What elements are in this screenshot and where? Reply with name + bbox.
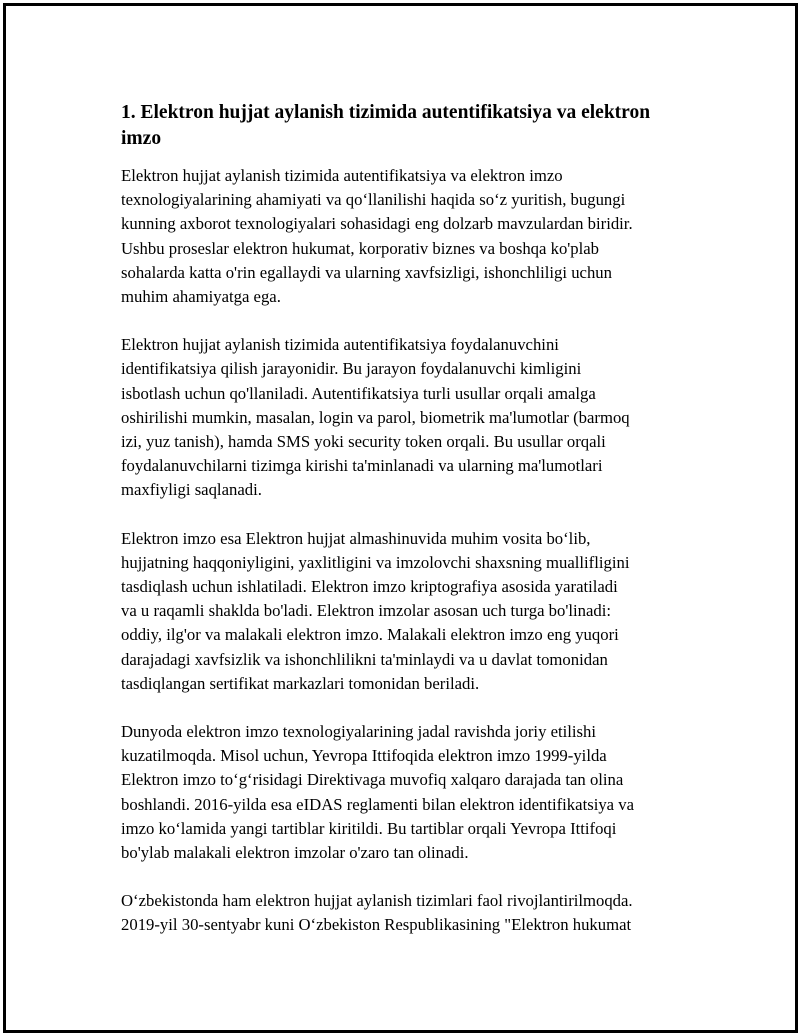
document-body: [121, 100, 691, 962]
paragraph-electronic-signature: Elektron imzo esa Elektron hujjat almashinuvida muhim vosita bo‘lib, hujjatning haqqoniyligini, yaxlitligini va imzolovchi shaxsning muallifligini tasdiqlash uchun ishlatiladi. Elektron imzo kriptografiya asosida yaratiladi va u raqamli shaklda bo'ladi. Elektron imzolar asosan uch turga bo'linadi: oddiy, ilg'or va malakali elektron imzo. Malakali elektron imzo eng yuqori darajadagi xavfsizlik va ishonchlilikni ta'minlaydi va u davlat tomonidan tasdiqlangan sertifikat markazlari tomonidan beriladi.: [121, 528, 630, 693]
section-heading: 1. Elektron hujjat aylanish tizimida autentifikatsiya va elektron imzo: [121, 102, 651, 149]
paragraph-uzbekistan: O‘zbekistonda ham elektron hujjat aylanish tizimlari faol rivojlantirilmoqda. 2019-yil 30-sentyabr kuni O‘zbekiston Respublikasining "Elektron hukumat: [121, 891, 633, 935]
paragraph-authentication: Elektron hujjat aylanish tizimida autentifikatsiya foydalanuvchini identifikatsiya qilish jarayonidir. Bu jarayon foydalanuvchi kimligini isbotlash uchun qo'llaniladi. Autentifikatsiya turli usullar orqali amalga oshirilishi mumkin, masalan, login va parol, biometrik ma'lumotlar (barmoq izi, yuz tanish), hamda SMS yoki security token orqali. Bu usullar orqali foydalanuvchilarni tizimga kirishi ta'minlanadi va ularning ma'lumotlari maxfiyligi saqlanadi.: [121, 335, 630, 500]
paragraph-intro: Elektron hujjat aylanish tizimida autentifikatsiya va elektron imzo texnologiyalarining ahamiyati va qo‘llanilishi haqida so‘z yuritish, bugungi kunning axborot texnologiyalari sohasidagi eng dolzarb mavzulardan biridir. Ushbu proseslar elektron hukumat, korporativ biznes va boshqa ko'plab sohalarda katta o'rin egallaydi va ularning xavfsizligi, ishonchliligi uchun muhim ahamiyatga ega.: [121, 166, 633, 307]
document-page: [3, 3, 798, 1033]
paragraph-world-adoption: Dunyoda elektron imzo texnologiyalarining jadal ravishda joriy etilishi kuzatilmoqda. Misol uchun, Yevropa Ittifoqida elektron imzo 1999-yilda Elektron imzo to‘g‘risidagi Direktivaga muvofiq xalqaro darajada tan olina boshlandi. 2016-yilda esa eIDAS reglamenti bilan elektron identifikatsiya va imzo ko‘lamida yangi tartiblar kiritildi. Bu tartiblar orqali Yevropa Ittifoqi bo'ylab malakali elektron imzolar o'zaro tan olinadi.: [121, 722, 635, 863]
